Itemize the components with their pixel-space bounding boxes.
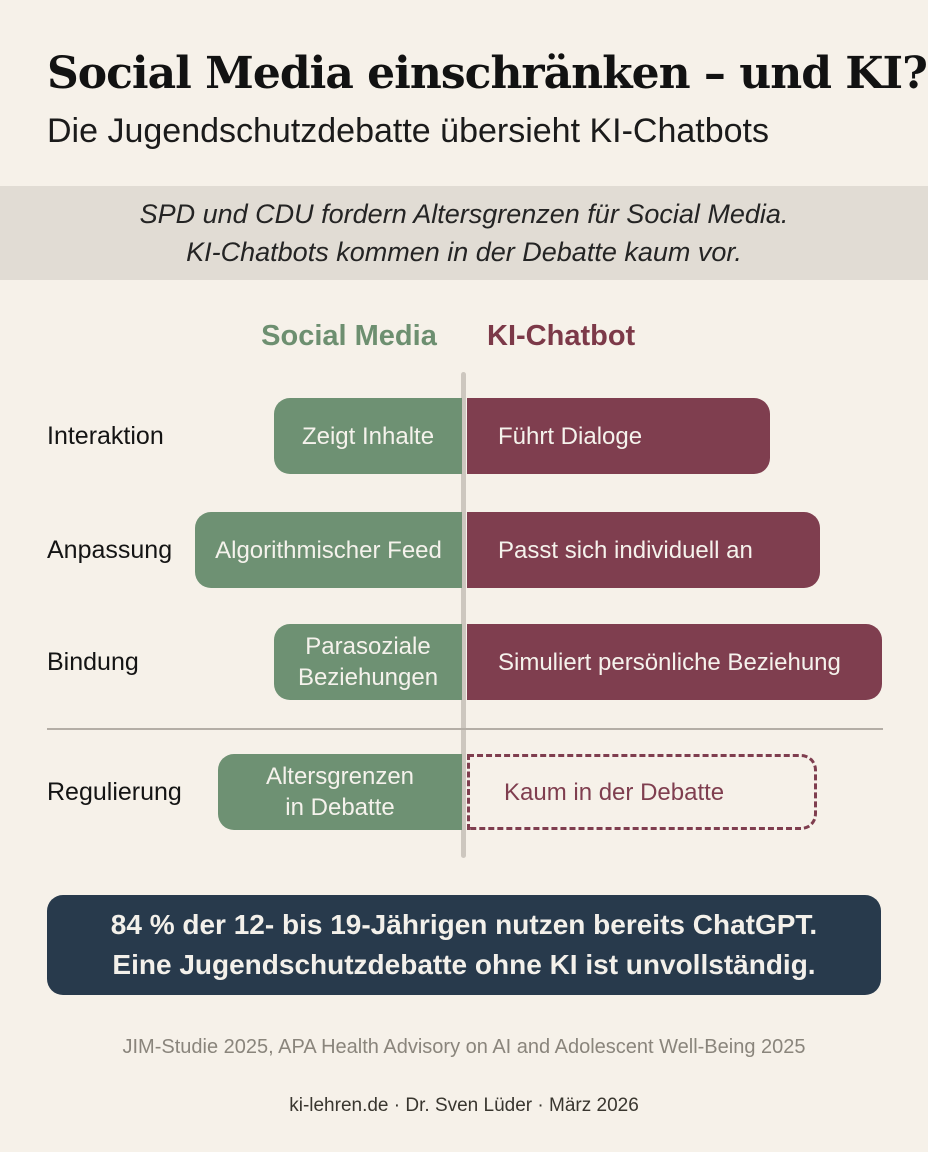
ki-chatbot-pill: Simuliert persönliche Beziehung <box>467 624 882 700</box>
comparison-row-anpassung <box>0 512 928 588</box>
intro-band-line1: SPD und CDU fordern Altersgrenzen für Social Media. <box>139 199 789 229</box>
social-media-pill: Algorithmischer Feed <box>195 512 462 588</box>
row-label: Bindung <box>47 647 139 676</box>
row-label: Anpassung <box>47 535 173 564</box>
intro-band <box>0 186 928 280</box>
ki-chatbot-pill: Führt Dialoge <box>467 398 770 474</box>
ki-chatbot-dashed-box: Kaum in der Debatte <box>467 754 817 830</box>
row-label: Regulierung <box>47 777 182 806</box>
key-stat-line1: 84 % der 12- bis 19-Jährigen nutzen bereits ChatGPT. <box>110 909 818 940</box>
sources-line: JIM-Studie 2025, APA Health Advisory on AI and Adolescent Well-Being 2025 <box>122 1036 806 1058</box>
column-header-social-media: Social Media <box>261 320 437 352</box>
intro-band-line2: KI-Chatbots kommen in der Debatte kaum vor. <box>186 237 742 267</box>
credit-line: ki-lehren.de · Dr. Sven Lüder · März 2026 <box>289 1095 639 1116</box>
ki-chatbot-pill: Passt sich individuell an <box>467 512 820 588</box>
comparison-row-interaktion <box>0 398 928 474</box>
column-header-ki-chatbot: KI-Chatbot <box>487 320 636 352</box>
social-media-pill: Parasoziale Beziehungen <box>274 624 462 700</box>
social-media-pill: Altersgrenzen in Debatte <box>218 754 462 830</box>
page-subtitle: Die Jugendschutzdebatte übersieht KI-Chatbots <box>47 112 770 150</box>
comparison-row-regulierung <box>0 754 928 830</box>
page-title: Social Media einschränken – und KI? <box>47 48 927 99</box>
key-stat-box <box>47 895 881 995</box>
row-label: Interaktion <box>47 421 164 450</box>
key-stat-line2: Eine Jugendschutzdebatte ohne KI ist unvollständig. <box>112 949 816 980</box>
regulation-separator <box>47 728 883 730</box>
comparison-row-bindung <box>0 624 928 700</box>
social-media-pill: Zeigt Inhalte <box>274 398 462 474</box>
